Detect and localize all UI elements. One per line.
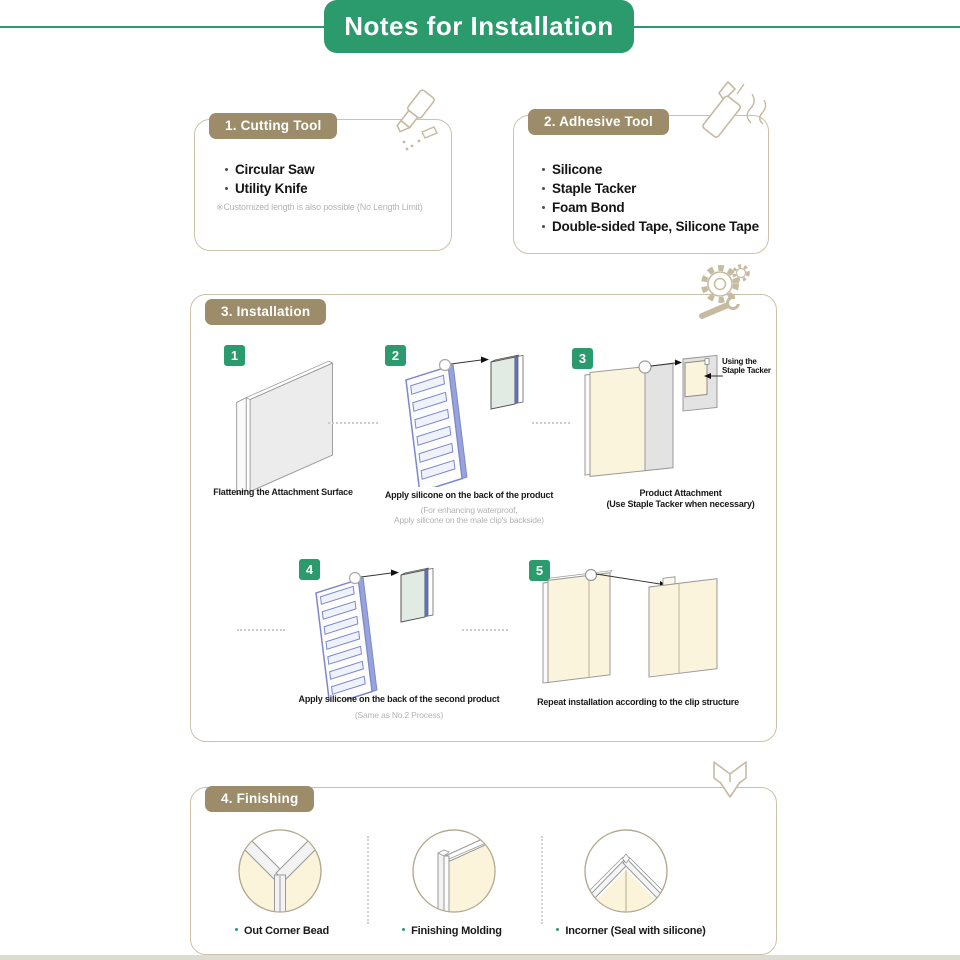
bottom-band — [0, 955, 960, 960]
step-3-annotation-line1: Using the — [722, 357, 757, 366]
finishing-molding-diagram — [409, 826, 499, 916]
finishing-panel — [190, 787, 777, 955]
list-item — [542, 160, 759, 179]
out-corner-bead-diagram — [235, 826, 325, 916]
cutting-tool-list — [216, 160, 423, 213]
list-item-label: Silicone — [552, 162, 603, 177]
bullet-icon — [402, 928, 405, 931]
step-separator — [328, 422, 378, 424]
utility-knife-icon — [374, 88, 448, 152]
step-3-caption-main: Product Attachment — [639, 488, 722, 498]
step-3-annotation — [722, 357, 774, 375]
incorner-diagram — [581, 826, 671, 916]
cutting-note: ※Customized length is also possible (No Length Limit) — [216, 202, 423, 212]
list-item-label: Utility Knife — [235, 181, 308, 196]
bullet-icon — [542, 206, 545, 209]
step-5-badge: 5 — [529, 560, 550, 581]
step-3-annotation-line2: Staple Tacker — [722, 366, 771, 375]
adhesive-tool-list — [542, 160, 759, 236]
step-4-caption — [279, 694, 519, 720]
list-item — [542, 217, 759, 236]
step-4-caption-sub1: (Same as No.2 Process) — [354, 710, 444, 720]
list-item-label: Double-sided Tape, Silicone Tape — [552, 219, 759, 234]
finishing-separator — [367, 836, 369, 924]
list-item-label: Staple Tacker — [552, 181, 637, 196]
step-1-diagram — [229, 351, 344, 496]
step-5-caption: Repeat installation according to the clip structure — [537, 697, 739, 707]
adhesive-tool-label: 2. Adhesive Tool — [528, 109, 669, 135]
finishing-item-label: Finishing Molding — [411, 925, 502, 937]
step-1-caption: Flattening the Attachment Surface — [213, 487, 353, 497]
step-2-caption — [369, 490, 569, 525]
step-3-diagram — [583, 351, 723, 491]
step-3-caption — [573, 488, 788, 510]
step-5-diagram — [541, 565, 721, 700]
bullet-icon — [225, 168, 228, 171]
finishing-item-label: Out Corner Bead — [243, 925, 329, 937]
list-item-label: Foam Bond — [552, 200, 625, 215]
list-item — [225, 160, 423, 179]
page-title: Notes for Installation — [324, 0, 634, 53]
finishing-label: 4. Finishing — [205, 786, 314, 812]
step-1-badge: 1 — [224, 345, 245, 366]
step-3-caption-line2: (Use Staple Tacker when necessary) — [606, 499, 755, 509]
finishing-item-label: Incorner (Seal with silicone) — [565, 925, 706, 937]
finishing-molding-label — [372, 925, 532, 937]
step-separator — [237, 629, 285, 631]
out-corner-bead-label — [202, 925, 362, 937]
step-4-badge: 4 — [299, 559, 320, 580]
list-item — [225, 179, 423, 198]
step-2-caption-sub2: Apply silicone on the male clip's backside) — [394, 515, 544, 525]
step-separator — [462, 629, 508, 631]
installation-label: 3. Installation — [205, 299, 326, 325]
corner-bead-icon — [700, 756, 760, 816]
step-2-diagram — [397, 352, 527, 487]
installation-panel — [190, 294, 777, 742]
bullet-icon — [225, 187, 228, 190]
list-item — [542, 198, 759, 217]
bullet-icon — [542, 225, 545, 228]
incorner-label — [546, 925, 716, 937]
list-item — [542, 179, 759, 198]
step-separator — [532, 422, 570, 424]
bullet-icon — [235, 928, 238, 931]
cutting-tool-label: 1. Cutting Tool — [209, 113, 337, 139]
step-2-badge: 2 — [385, 345, 406, 366]
bullet-icon — [542, 187, 545, 190]
step-2-caption-sub1: (For enhancing waterproof, — [420, 505, 518, 515]
bullet-icon — [556, 928, 559, 931]
step-4-caption-main: Apply silicone on the back of the second product — [298, 694, 500, 704]
step-2-caption-main: Apply silicone on the back of the product — [384, 490, 554, 500]
list-item-label: Circular Saw — [235, 162, 315, 177]
gear-wrench-icon — [690, 262, 754, 324]
step-4-diagram — [307, 565, 437, 700]
silicone-tube-icon — [692, 80, 774, 158]
step-3-badge: 3 — [572, 348, 593, 369]
bullet-icon — [542, 168, 545, 171]
finishing-separator — [541, 836, 543, 924]
